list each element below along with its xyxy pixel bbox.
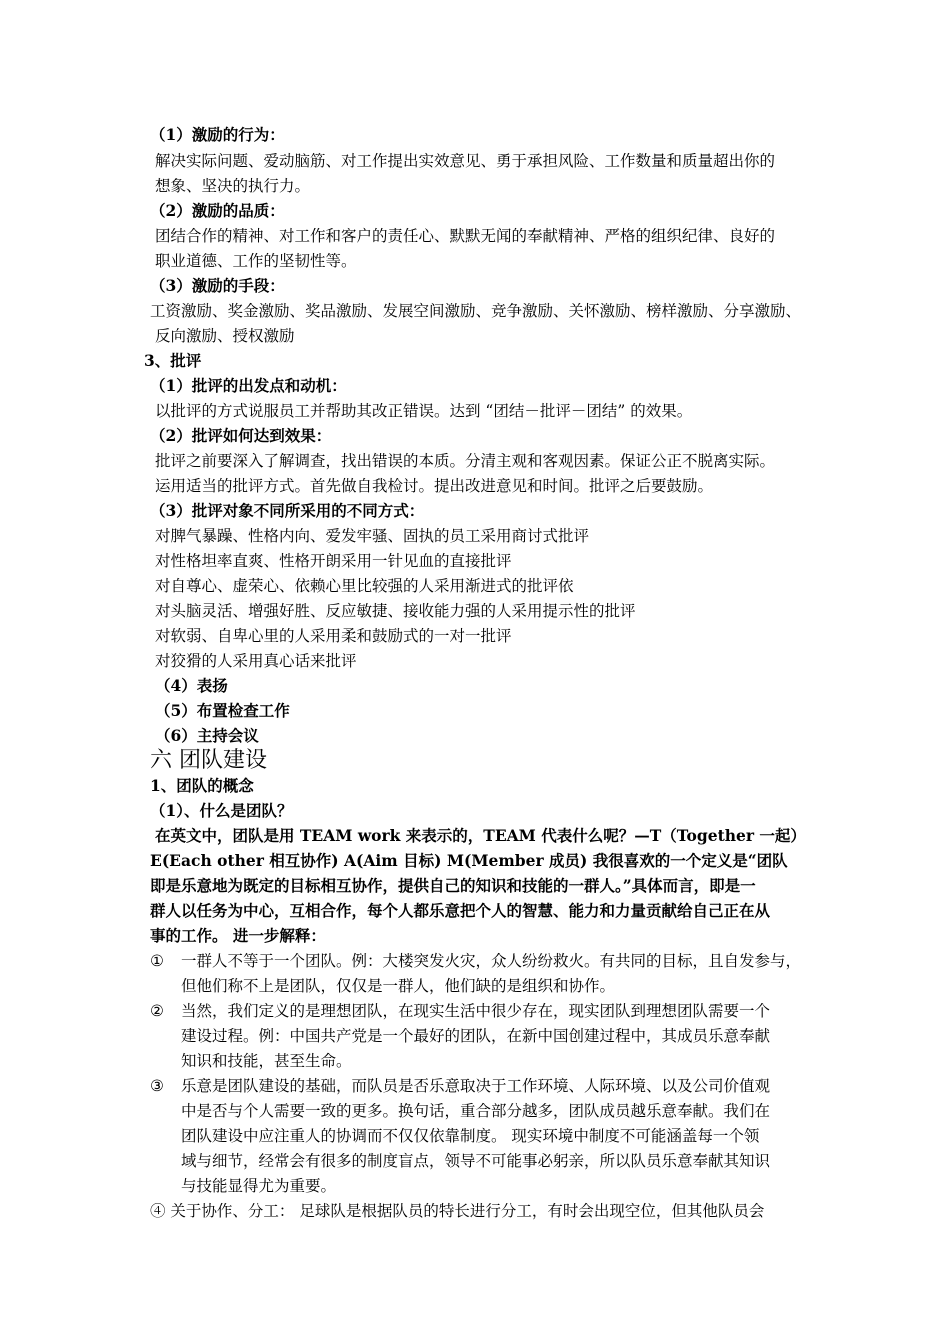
subheading-motivation-quality: （2）激励的品质： xyxy=(150,201,285,220)
paragraph-line: 反向激励、授权激励 xyxy=(155,327,295,345)
list-item-line: 知识和技能，甚至生命。 xyxy=(181,1052,352,1070)
subheading-host-meeting: （6）主持会议 xyxy=(155,726,259,745)
paragraph-line: 想象、坚决的执行力。 xyxy=(155,177,311,195)
list-item-line: 域与细节，经常会有很多的制度盲点，领导不可能事必躬亲，所以队员乐意奉献其知识 xyxy=(181,1152,771,1170)
paragraph-line: 职业道德、工作的坚韧性等。 xyxy=(155,252,357,270)
subheading-criticism-methods: （3）批评对象不同所采用的不同方式： xyxy=(150,501,425,520)
paragraph-line: 团结合作的精神、对工作和客户的责任心、默默无闻的奉献精神、严格的组织纪律、良好的 xyxy=(155,227,776,245)
list-item-line: 当然，我们定义的是理想团队，在现实生活中很少存在，现实团队到理想团队需要一个 xyxy=(181,1002,771,1020)
subheading-criticism-effect: （2）批评如何达到效果： xyxy=(150,426,332,445)
subheading-motivation-behavior: （1）激励的行为： xyxy=(150,125,285,144)
section-heading-criticism: 3、批评 xyxy=(144,351,202,370)
subheading-what-is-team: （1）、什么是团队？ xyxy=(150,801,293,820)
paragraph-line: 对狡猾的人采用真心话来批评 xyxy=(155,652,357,670)
paragraph-line: 对脾气暴躁、性格内向、爱发牢骚、固执的员工采用商讨式批评 xyxy=(155,527,590,545)
paragraph-line: 工资激励、奖金激励、奖品激励、发展空间激励、竞争激励、关怀激励、榜样激励、分享激励、 xyxy=(150,302,802,320)
list-marker-1: ① xyxy=(150,952,164,970)
paragraph-line: 对软弱、自卑心里的人采用柔和鼓励式的一对一批评 xyxy=(155,627,512,645)
paragraph-line: 解决实际问题、爱动脑筋、对工作提出实效意见、勇于承担风险、工作数量和质量超出你的 xyxy=(155,152,776,170)
list-item-line: 一群人不等于一个团队。例：大楼突发火灾，众人纷纷救火。有共同的目标，且自发参与， xyxy=(181,952,802,970)
list-item-line: ④ 关于协作、分工： 足球队是根据队员的特长进行分工，有时会出现空位，但其他队员会 xyxy=(150,1202,765,1220)
paragraph-line: 对头脑灵活、增强好胜、反应敏捷、接收能力强的人采用提示性的批评 xyxy=(155,602,636,620)
bold-paragraph-line: 事的工作。 进一步解释： xyxy=(150,926,326,945)
paragraph-line: 批评之前要深入了解调查，找出错误的本质。分清主观和客观因素。保证公正不脱离实际。 xyxy=(155,452,776,470)
paragraph-line: 以批评的方式说服员工并帮助其改正错误。达到 “团结－批评－团结” 的效果。 xyxy=(155,402,693,420)
bold-paragraph-line: 即是乐意地为既定的目标相互协作，提供自己的知识和技能的一群人。”具体而言，即是一 xyxy=(150,876,756,895)
list-item-line: 中是否与个人需要一致的更多。换句话，重合部分越多，团队成员越乐意奉献。我们在 xyxy=(181,1102,771,1120)
paragraph-line: 对性格坦率直爽、性格开朗采用一针见血的直接批评 xyxy=(155,552,512,570)
subheading-team-concept: 1、团队的概念 xyxy=(150,776,254,795)
list-marker-3: ③ xyxy=(150,1077,164,1095)
paragraph-line: 运用适当的批评方式。首先做自我检讨。提出改进意见和时间。批评之后要鼓励。 xyxy=(155,477,714,495)
subheading-praise: （4）表扬 xyxy=(155,676,228,695)
bold-paragraph-line: 在英文中，团队是用 TEAM work 来表示的，TEAM 代表什么呢？—T（Together 一起） xyxy=(155,826,806,845)
subheading-criticism-motive: （1）批评的出发点和动机： xyxy=(150,376,347,395)
subheading-assign-check: （5）布置检查工作 xyxy=(155,701,290,720)
bold-paragraph-line: 群人以任务为中心，互相合作，每个人都乐意把个人的智慧、能力和力量贡献给自己正在从 xyxy=(150,901,771,920)
list-item-line: 建设过程。例：中国共产党是一个最好的团队，在新中国创建过程中，其成员乐意奉献 xyxy=(181,1027,771,1045)
list-marker-2: ② xyxy=(150,1002,164,1020)
list-item-line: 乐意是团队建设的基础，而队员是否乐意取决于工作环境、人际环境、以及公司价值观 xyxy=(181,1077,771,1095)
list-item-line: 团队建设中应注重人的协调而不仅仅依靠制度。 现实环境中制度不可能涵盖每一个领 xyxy=(181,1127,760,1145)
bold-paragraph-line: E(Each other 相互协作) A(Aim 目标) M(Member 成员) 我很喜欢的一个定义是“团队 xyxy=(150,851,788,870)
subheading-motivation-means: （3）激励的手段： xyxy=(150,276,285,295)
chapter-heading-team-building: 六 团队建设 xyxy=(150,748,267,773)
list-item-line: 与技能显得尤为重要。 xyxy=(181,1177,337,1195)
list-item-line: 但他们称不上是团队，仅仅是一群人，他们缺的是组织和协作。 xyxy=(181,977,616,995)
paragraph-line: 对自尊心、虚荣心、依赖心里比较强的人采用渐进式的批评依 xyxy=(155,577,574,595)
